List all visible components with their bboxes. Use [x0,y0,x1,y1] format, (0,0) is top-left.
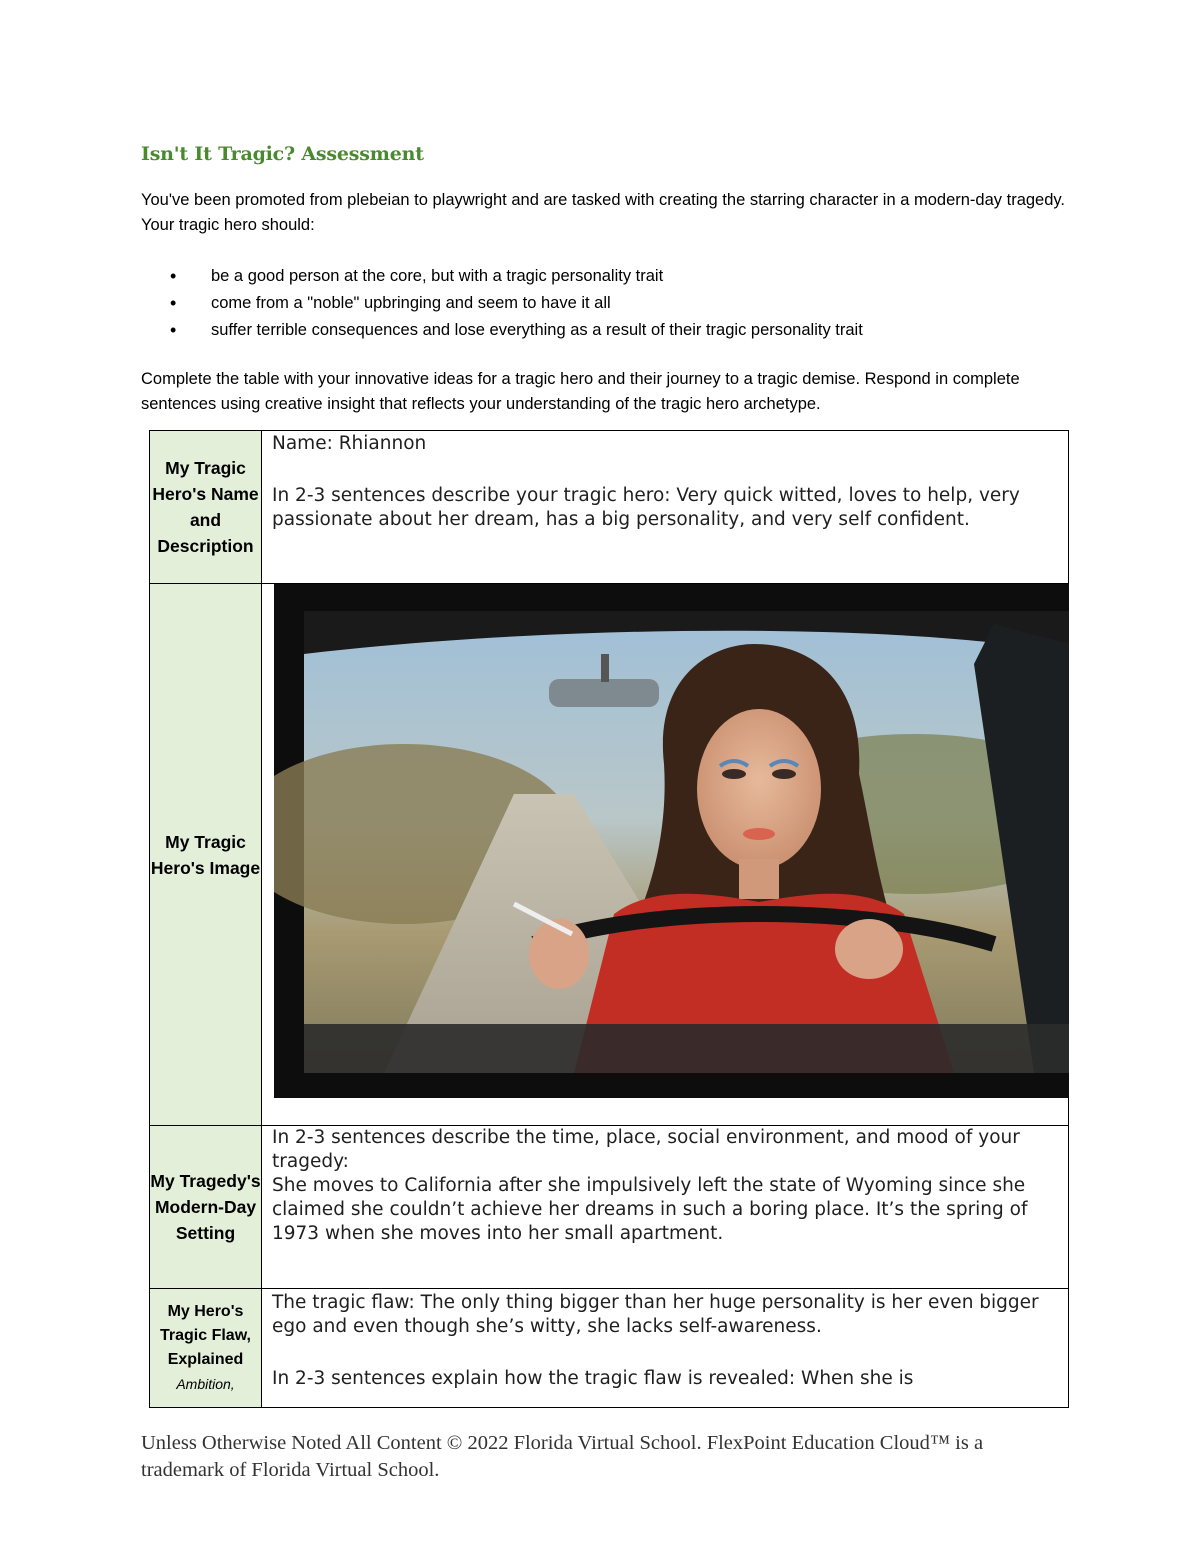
image-cell [262,584,1069,1126]
requirements-list [170,263,863,344]
instructions-paragraph: Complete the table with your innovative ideas for a tragic hero and their journey to a tragic demise. Respond in complete sentences using creative insight that reflects your understanding of the tragic hero archetype. [141,370,1020,413]
setting-prompt: In 2-3 sentences describe the time, place, social environment, and mood of your tragedy: [272,1127,1020,1172]
flaw-statement: The tragic flaw: The only thing bigger than her huge personality is her even bigger ego and even though she’s witty, she lacks self-awareness. [272,1292,1039,1337]
table-row [150,431,1069,584]
copyright-footer: Unless Otherwise Noted All Content © 2022 Florida Virtual School. FlexPoint Education Cloud™ is a trademark of Florida Virtual School. [141,1432,984,1481]
row-label-name: My Tragic Hero's Name and Description [150,431,262,584]
table-row [150,584,1069,1126]
list-item: • be a good person at the core, but with a tragic personality trait [170,263,863,290]
row-label-flaw: My Hero's Tragic Flaw, Explained Ambition, [150,1289,262,1408]
list-item: • suffer terrible consequences and lose everything as a result of their tragic personality trait [170,317,863,344]
name-description-cell[interactable] [262,431,1069,584]
hero-description: In 2-3 sentences describe your tragic hero: Very quick witted, loves to help, very passionate about her dream, has a big personality, and very self confident. [272,485,1020,530]
hero-photo-graphic [274,584,1069,1098]
flaw-cell[interactable] [262,1289,1069,1408]
row-label-flaw-italic: Ambition, [176,1376,235,1392]
row-label-image: My Tragic Hero's Image [150,584,262,1126]
setting-cell[interactable] [262,1126,1069,1289]
page-title: Isn't It Tragic? Assessment [141,143,424,165]
hero-name: Name: Rhiannon [272,433,427,454]
table-row [150,1289,1069,1408]
hero-photo [274,584,1069,1098]
assessment-table [149,430,1069,1408]
table-row [150,1126,1069,1289]
setting-answer: She moves to California after she impulsively left the state of Wyoming since she claimed she couldn’t achieve her dreams in such a boring place. It’s the spring of 1973 when she moves into her small apartment. [272,1175,1028,1244]
row-label-setting: My Tragedy's Modern-Day Setting [150,1126,262,1289]
flaw-explanation: In 2-3 sentences explain how the tragic flaw is revealed: When she is [272,1368,914,1389]
bullet-icon: • [170,320,177,340]
bullet-icon: • [170,293,177,313]
bullet-icon: • [170,266,177,286]
intro-paragraph: You've been promoted from plebeian to playwright and are tasked with creating the starring character in a modern-day tragedy. Your tragic hero should: [141,191,1066,234]
list-item: • come from a "noble" upbringing and seem to have it all [170,290,863,317]
